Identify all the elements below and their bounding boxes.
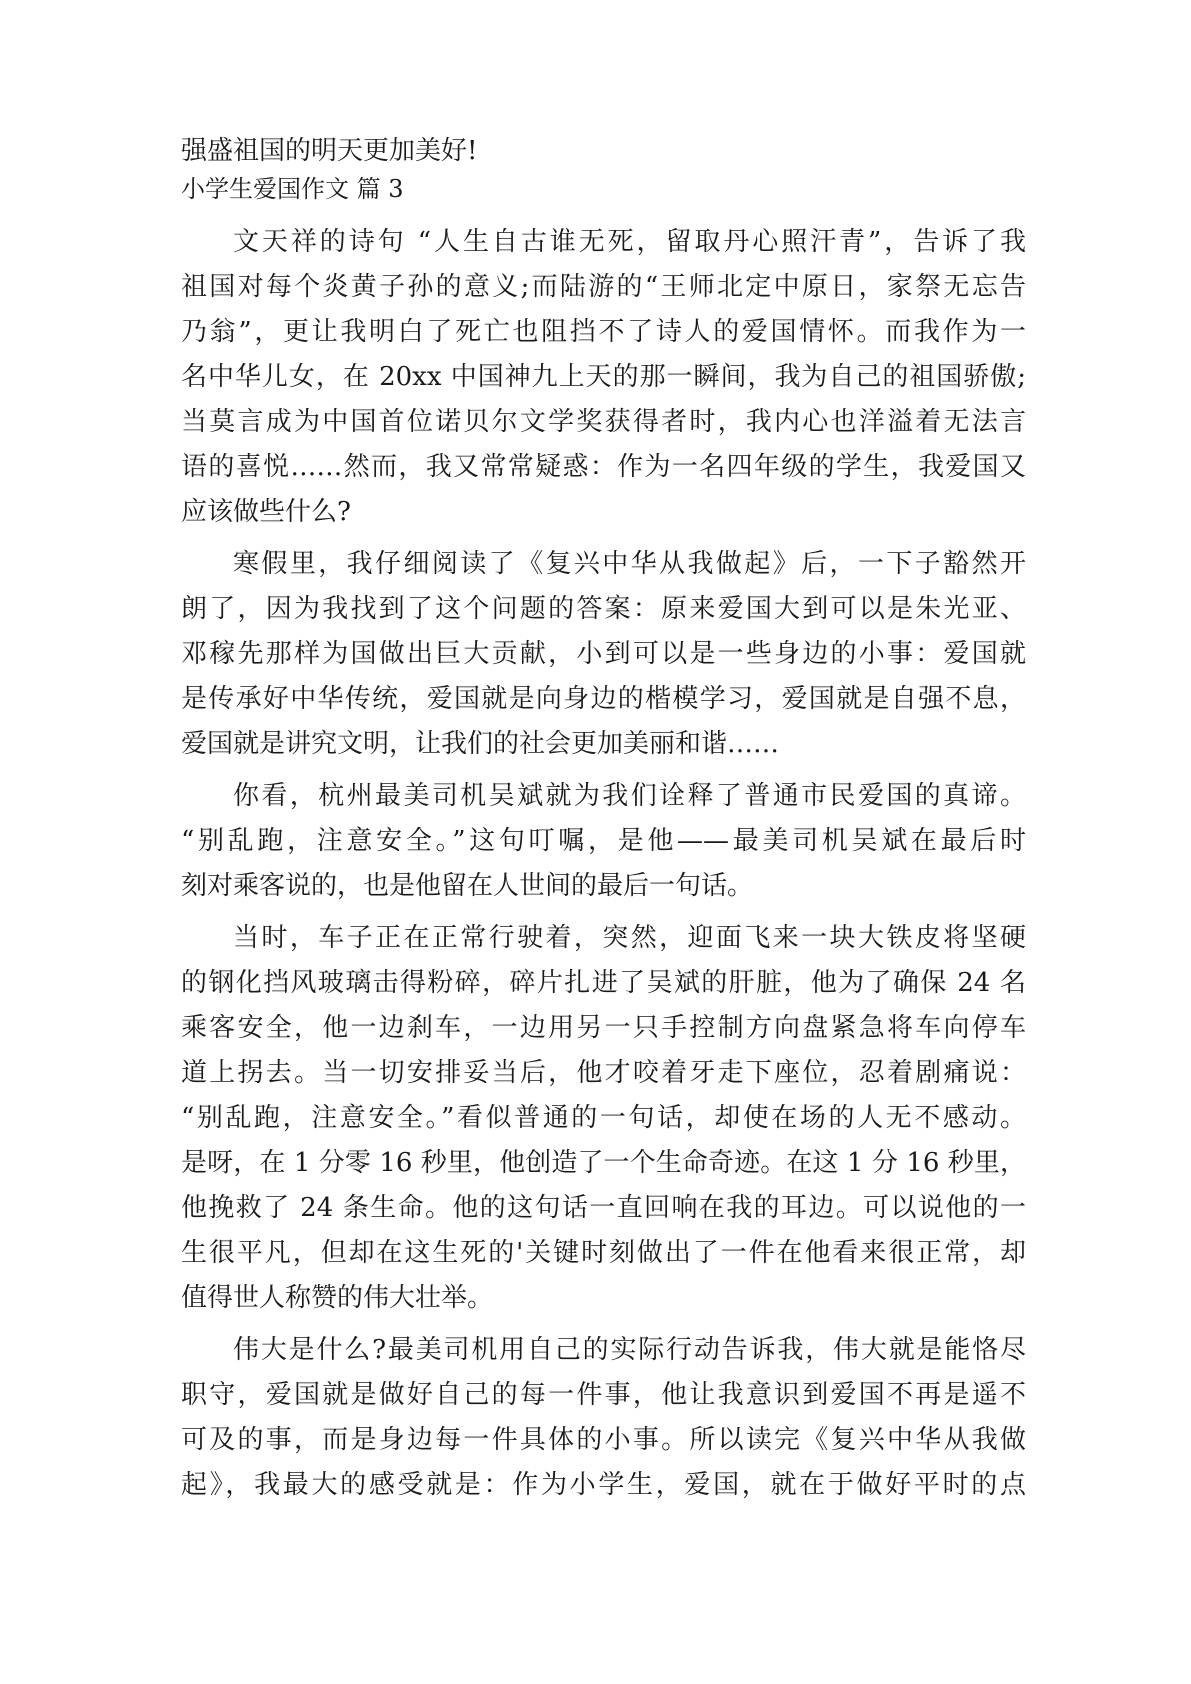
paragraph-line: 文天祥的诗句 “人生自古谁无死，留取丹心照汗青”，告诉了我 xyxy=(233,227,1026,257)
essay-heading: 小学生爱国作文 篇 3 xyxy=(181,175,404,203)
paragraph-line: 应该做些什么? xyxy=(181,497,351,527)
paragraph-line: 是呀，在 1 分零 16 秒里，他创造了一个生命奇迹。在这 1 分 16 秒里， xyxy=(181,1148,1026,1178)
paragraph-line: 伟大是什么?最美司机用自己的实际行动告诉我，伟大就是能恪尽 xyxy=(233,1335,1026,1365)
paragraph-line: 道上拐去。当一切安排妥当后，他才咬着牙走下座位，忍着剧痛说： xyxy=(181,1058,1026,1088)
paragraph-line: 可及的事，而是身边每一件具体的小事。所以读完《复兴中华从我做 xyxy=(181,1425,1026,1455)
paragraph-4 xyxy=(181,916,1026,1321)
paragraph-line: 职守，爱国就是做好自己的每一件事，他让我意识到爱国不再是遥不 xyxy=(181,1380,1026,1410)
paragraph-line: 起》，我最大的感受就是：作为小学生，爱国，就在于做好平时的点 xyxy=(181,1470,1026,1500)
paragraph-line: 祖国对每个炎黄子孙的意义;而陆游的“王师北定中原日，家祭无忘告 xyxy=(181,272,1026,302)
paragraph-line: 朗了，因为我找到了这个问题的答案：原来爱国大到可以是朱光亚、 xyxy=(181,594,1026,624)
paragraph-2 xyxy=(181,542,1026,767)
paragraph-1 xyxy=(181,220,1026,535)
paragraph-line: 乘客安全，他一边刹车，一边用另一只手控制方向盘紧急将车向停车 xyxy=(181,1013,1026,1043)
document-page xyxy=(181,136,1026,1508)
paragraph-line: 当莫言成为中国首位诺贝尔文学奖获得者时，我内心也洋溢着无法言 xyxy=(181,407,1026,437)
paragraph-3 xyxy=(181,774,1026,909)
paragraph-line: 生很平凡，但却在这生死的'关键时刻做出了一件在他看来很正常，却 xyxy=(181,1238,1026,1268)
paragraph-line: 寒假里，我仔细阅读了《复兴中华从我做起》后，一下子豁然开 xyxy=(233,549,1026,579)
paragraph-line: 语的喜悦……然而，我又常常疑惑：作为一名四年级的学生，我爱国又 xyxy=(181,452,1026,482)
paragraph-line: “别乱跑，注意安全。”看似普通的一句话，却使在场的人无不感动。 xyxy=(181,1103,1026,1133)
paragraph-line: 爱国就是讲究文明，让我们的社会更加美丽和谐…… xyxy=(181,729,780,759)
paragraph-line: 当时，车子正在正常行驶着，突然，迎面飞来一块大铁皮将坚硬 xyxy=(233,923,1026,953)
paragraph-line: 你看，杭州最美司机吴斌就为我们诠释了普通市民爱国的真谛。 xyxy=(233,781,1026,811)
paragraph-5 xyxy=(181,1328,1026,1508)
paragraph-line: 邓稼先那样为国做出巨大贡献，小到可以是一些身边的小事：爱国就 xyxy=(181,639,1026,669)
lead-line: 强盛祖国的明天更加美好! xyxy=(181,136,478,166)
paragraph-line: 乃翁”，更让我明白了死亡也阻挡不了诗人的爱国情怀。而我作为一 xyxy=(181,317,1026,347)
paragraph-line: 他挽救了 24 条生命。他的这句话一直回响在我的耳边。可以说他的一 xyxy=(181,1193,1026,1223)
paragraph-line: 名中华儿女，在 20xx 中国神九上天的那一瞬间，我为自己的祖国骄傲; xyxy=(181,362,1026,392)
paragraph-line: “别乱跑，注意安全。”这句叮嘱，是他——最美司机吴斌在最后时 xyxy=(181,826,1026,856)
paragraph-line: 刻对乘客说的，也是他留在人世间的最后一句话。 xyxy=(181,871,754,901)
paragraph-line: 是传承好中华传统，爱国就是向身边的楷模学习，爱国就是自强不息， xyxy=(181,684,1026,714)
paragraph-line: 的钢化挡风玻璃击得粉碎，碎片扎进了吴斌的肝脏，他为了确保 24 名 xyxy=(181,968,1026,998)
paragraph-line: 值得世人称赞的伟大壮举。 xyxy=(181,1283,494,1313)
